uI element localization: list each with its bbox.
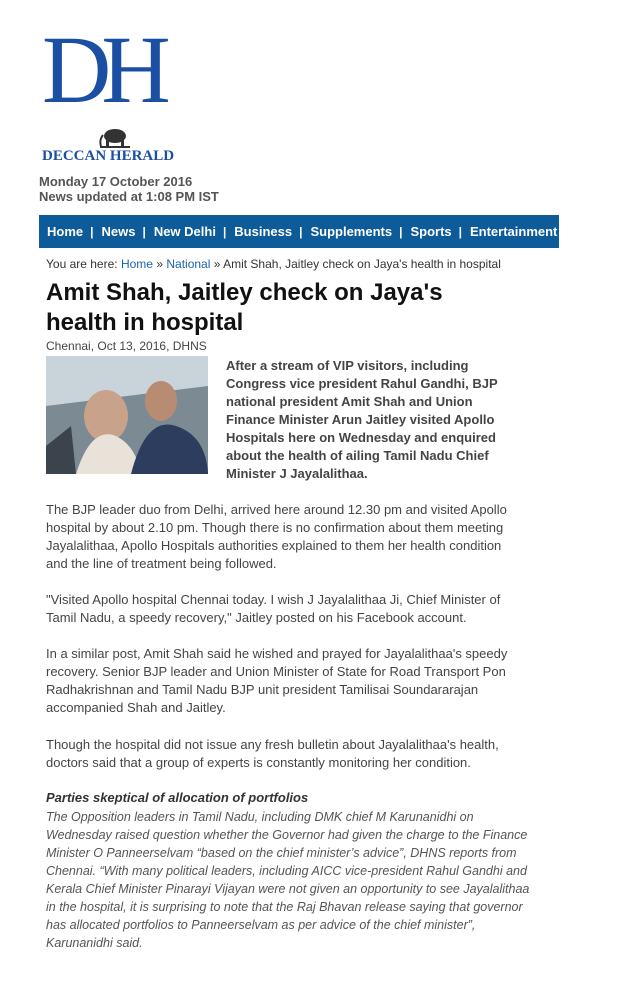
nav-home[interactable]: Home (47, 224, 84, 239)
nav-new-delhi[interactable]: New Delhi (153, 224, 216, 239)
nav-separator: | (142, 224, 146, 239)
nav-separator: | (222, 224, 227, 239)
logo-name: DECCAN HERALD (42, 148, 175, 164)
breadcrumb-current: Amit Shah, Jaitley check on Jaya's health in hospital (223, 257, 501, 271)
breadcrumb-home-link[interactable]: Home (120, 257, 153, 271)
deccan-herald-logo[interactable] (42, 16, 187, 164)
current-date: Monday 17 October 2016 (39, 174, 193, 189)
nav-separator: | (458, 224, 462, 239)
article-paragraph: In a similar post, Amit Shah said he wished and prayed for Jayalalithaa's speedy recovery. Senior BJP leader and Union Minister of State for Road Transport Pon Radhakrishnan and Tamil Nadu BJP unit president Tamilisai Soundararajan accompanied Shah and Jaitley. (46, 646, 508, 715)
breadcrumb (46, 257, 501, 271)
dateline (39, 174, 219, 204)
elephant-emblem-icon (98, 126, 132, 148)
nav-supplements[interactable]: Supplements (310, 224, 393, 239)
breadcrumb-separator: » (156, 257, 164, 271)
breadcrumb-prefix: You are here: (46, 257, 118, 271)
main-nav (39, 215, 559, 248)
logo-letters: DH (42, 16, 161, 123)
nav-business[interactable]: Business (234, 224, 293, 239)
article-lead: After a stream of VIP visitors, including Congress vice president Rahul Gandhi, BJP national president Amit Shah and Union Finance Minister Arun Jaitley visited Apollo Hospitals here on Wednesday and enquired about the health of ailing Tamil Nadu Chief Minister J Jayalalithaa. (226, 358, 498, 481)
article-paragraph: The BJP leader duo from Delhi, arrived here around 12.30 pm and visited Apollo hospital by about 2.10 pm. Though there is no confirmation about them meeting Jayalalithaa, Apollo Hospitals authorities explained to them her health condition and the line of treatment being followed. (46, 502, 507, 571)
article-italic-paragraph: The Opposition leaders in Tamil Nadu, including DMK chief M Karunanidhi on Wednesday raised question whether the Governor had given the charge to the Finance Minister O Panneerselvam “based on the chief minister’s advice”, DHNS reports from Chennai. “With many political leaders, including AICC vice-president Rahul Gandhi and Kerala Chief Minister Pinarayi Vijayan were not given an opportunity to see Jayalalithaa in the hospital, it is surprising to note that the Raj Bhavan release saying that governor has allocated portfolios to Panneerselvam as per advice of the chief minister”, Karunanidhi said. (46, 810, 530, 950)
article-photo[interactable] (46, 356, 208, 474)
nav-separator: | (90, 224, 94, 239)
article-paragraph: "Visited Apollo hospital Chennai today. I wish J Jayalalithaa Ji, Chief Minister of Tamil Nadu, a speedy recovery," Jaitley posted on his Facebook account. (46, 592, 501, 625)
article-paragraph: Though the hospital did not issue any fresh bulletin about Jayalalithaa's health, doctors said that a group of experts is constantly monitoring her condition. (46, 737, 499, 770)
nav-sports[interactable]: Sports (410, 224, 452, 239)
breadcrumb-national-link[interactable]: National (166, 257, 211, 271)
updated-time: News updated at 1:08 PM IST (39, 189, 219, 204)
nav-separator: | (399, 224, 403, 239)
nav-news[interactable]: News (101, 224, 136, 239)
article-subhead: Parties skeptical of allocation of portfolios (46, 790, 309, 805)
article-byline: Chennai, Oct 13, 2016, DHNS (46, 339, 207, 353)
article-title: Amit Shah, Jaitley check on Jaya's health in hospital (46, 279, 443, 336)
nav-entertainment[interactable]: Entertainment (469, 224, 558, 239)
nav-separator: | (299, 224, 303, 239)
breadcrumb-separator: » (213, 257, 221, 271)
photo-illustration (46, 356, 208, 474)
